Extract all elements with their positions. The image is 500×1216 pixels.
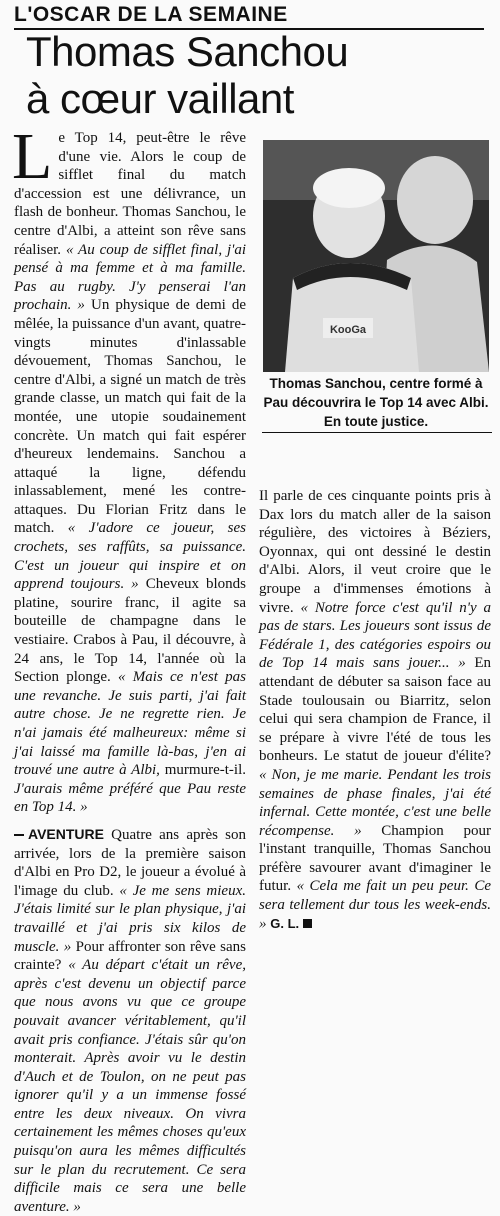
player-photo — [263, 140, 489, 372]
murmur-text: murmure-t-il. — [164, 762, 246, 779]
paragraph-aventure — [14, 825, 246, 1216]
paragraph-3b: Cheveux blonds platine, sourire franc, il agite sa bouteille de champagne dans le vestiaire. Crabos à Pau, il découvre, à 24 ans, le Top 14, l'année où la Section plonge. — [14, 576, 247, 686]
end-mark-icon — [303, 919, 312, 928]
lead-text: e Top 14, peut-être le rêve d'une vie. Alors le coup de sifflet final du match d'accession est une délivrance, un flash de bonheur. Thomas Sanchou, le centre d'Albi, a atteint son rêve sans réaliser. — [14, 130, 246, 258]
quote-revanche: « Mais ce n'est pas une revanche. Je suis parti, j'ai fait autre chose. Je ne regrette rien. Je n'ai jamais été malheureux: même si j'ai laissé ma famille là-bas, j'en ai trouvé une autre à Albi, — [14, 669, 246, 779]
quote-marie: « Non, je me marie. Pendant les trois semaines de phase finales, j'ai été infernal. Cette montée, c'est une belle récompense. » — [259, 766, 491, 839]
right-column — [259, 487, 491, 933]
quote-stars: « Notre force c'est qu'il n'y a pas de stars. Les joueurs sont issus de Fédérale 1, des catégories espoirs ou de Top 14 mais sans jouer... » — [259, 599, 492, 672]
author-signature: G. L. — [270, 915, 300, 931]
lead-quote: « Au coup de sifflet final, j'ai pensé à ma femme et à ma famille. Pas au rugby. J'y penserai l'an prochain. » — [14, 241, 246, 314]
headline — [26, 28, 348, 122]
section-heading-aventure: AVENTURE — [14, 826, 104, 842]
quote-reve: « Au départ c'était un rêve, après c'est devenu un objectif parce que nous avons vu que ce groupe pouvait avancer véritablement, qu'il avait pris confiance. J'étais sûr qu'on monterait. Après avoir vu le destin d'Auch et de Toulon, on ne peut pas ignorer qu'il y a un immense fossé entre les deux niveaux. On vivra certainement les mêmes choses qu'eux puisqu'on aura les mêmes difficultés sur le plan du recrutement. Ce sera difficile mais ce sera une belle aventure. » — [14, 957, 247, 1215]
player-photo-art — [263, 140, 489, 372]
photo-caption: Thomas Sanchou, centre formé à Pau découvrira le Top 14 avec Albi. En toute justice. — [263, 376, 489, 429]
paragraph-5 — [259, 487, 491, 933]
headline-line-2: à cœur vaillant — [26, 75, 294, 122]
left-column — [12, 120, 247, 1216]
paragraph-2: Un physique de demi de mêlée, la puissance d'un avant, quatre-vingts minutes d'inlassable dévouement, Thomas Sanchou, le centre d'Albi, a signé un match de très grande classe, un match qui fait de la montée, une utopie soudainement concrète. Un match qui fait espérer d'heureux lendemains. — [14, 297, 247, 463]
lead-paragraph — [12, 120, 247, 817]
paragraph-5-text: Il parle de ces cinquante points pris à Dax lors du match aller de la saison régulière, des victoires à Béziers, Oyonnax, qui ont dessiné le destin d'Albi. Alors, il veut croire que le groupe a d'immenses émotions à vivre. — [259, 488, 491, 616]
paragraph-4b: Pour affronter son rêve sans crainte? — [14, 938, 247, 974]
paragraph-4: Quatre ans après son arrivée, lors de la première saison d'Albi en Pro D2, le joueur a évolué à l'image du club. — [14, 826, 246, 899]
caption-divider — [262, 432, 492, 433]
paragraph-3: Sanchou a attaqué la ligne, défendu inlassablement, mené les contre-attaques. Du Florian Fritz dans le match. — [14, 446, 247, 537]
quote-peur: « Cela me fait un peu peur. Ce sera tellement dur tous les week-ends. » — [259, 878, 492, 932]
paragraph-5b: En attendant de débuter sa saison face au Stade toulousain ou Biarritz, selon celui qui sera champion de France, il se prépare à vivre l'été de tous les bonheurs. Le statut de joueur d'élite? — [259, 655, 492, 765]
jersey-logo: KooGa — [329, 324, 367, 336]
headline-line-1: Thomas Sanchou — [26, 28, 349, 75]
quote-joueur: « J'adore ce joueur, ses crochets, ses raffûts, sa puissance. C'est un joueur qui inspire et on apprend toujours. » — [14, 520, 247, 593]
quote-physique: « Je me sens mieux. J'étais limité sur le plan physique, j'ai travaillé et j'ai pris six kilos de muscle. » — [14, 882, 246, 955]
paragraph-5c: Champion pour l'instant tranquille, Thomas Sanchou préfère savourer avant d'imaginer le futur. — [259, 822, 491, 895]
drop-cap: L — [12, 120, 53, 193]
kicker: L'OSCAR DE LA SEMAINE — [14, 2, 484, 30]
quote-pau: J'aurais même préféré que Pau reste en Top 14. » — [14, 780, 246, 816]
